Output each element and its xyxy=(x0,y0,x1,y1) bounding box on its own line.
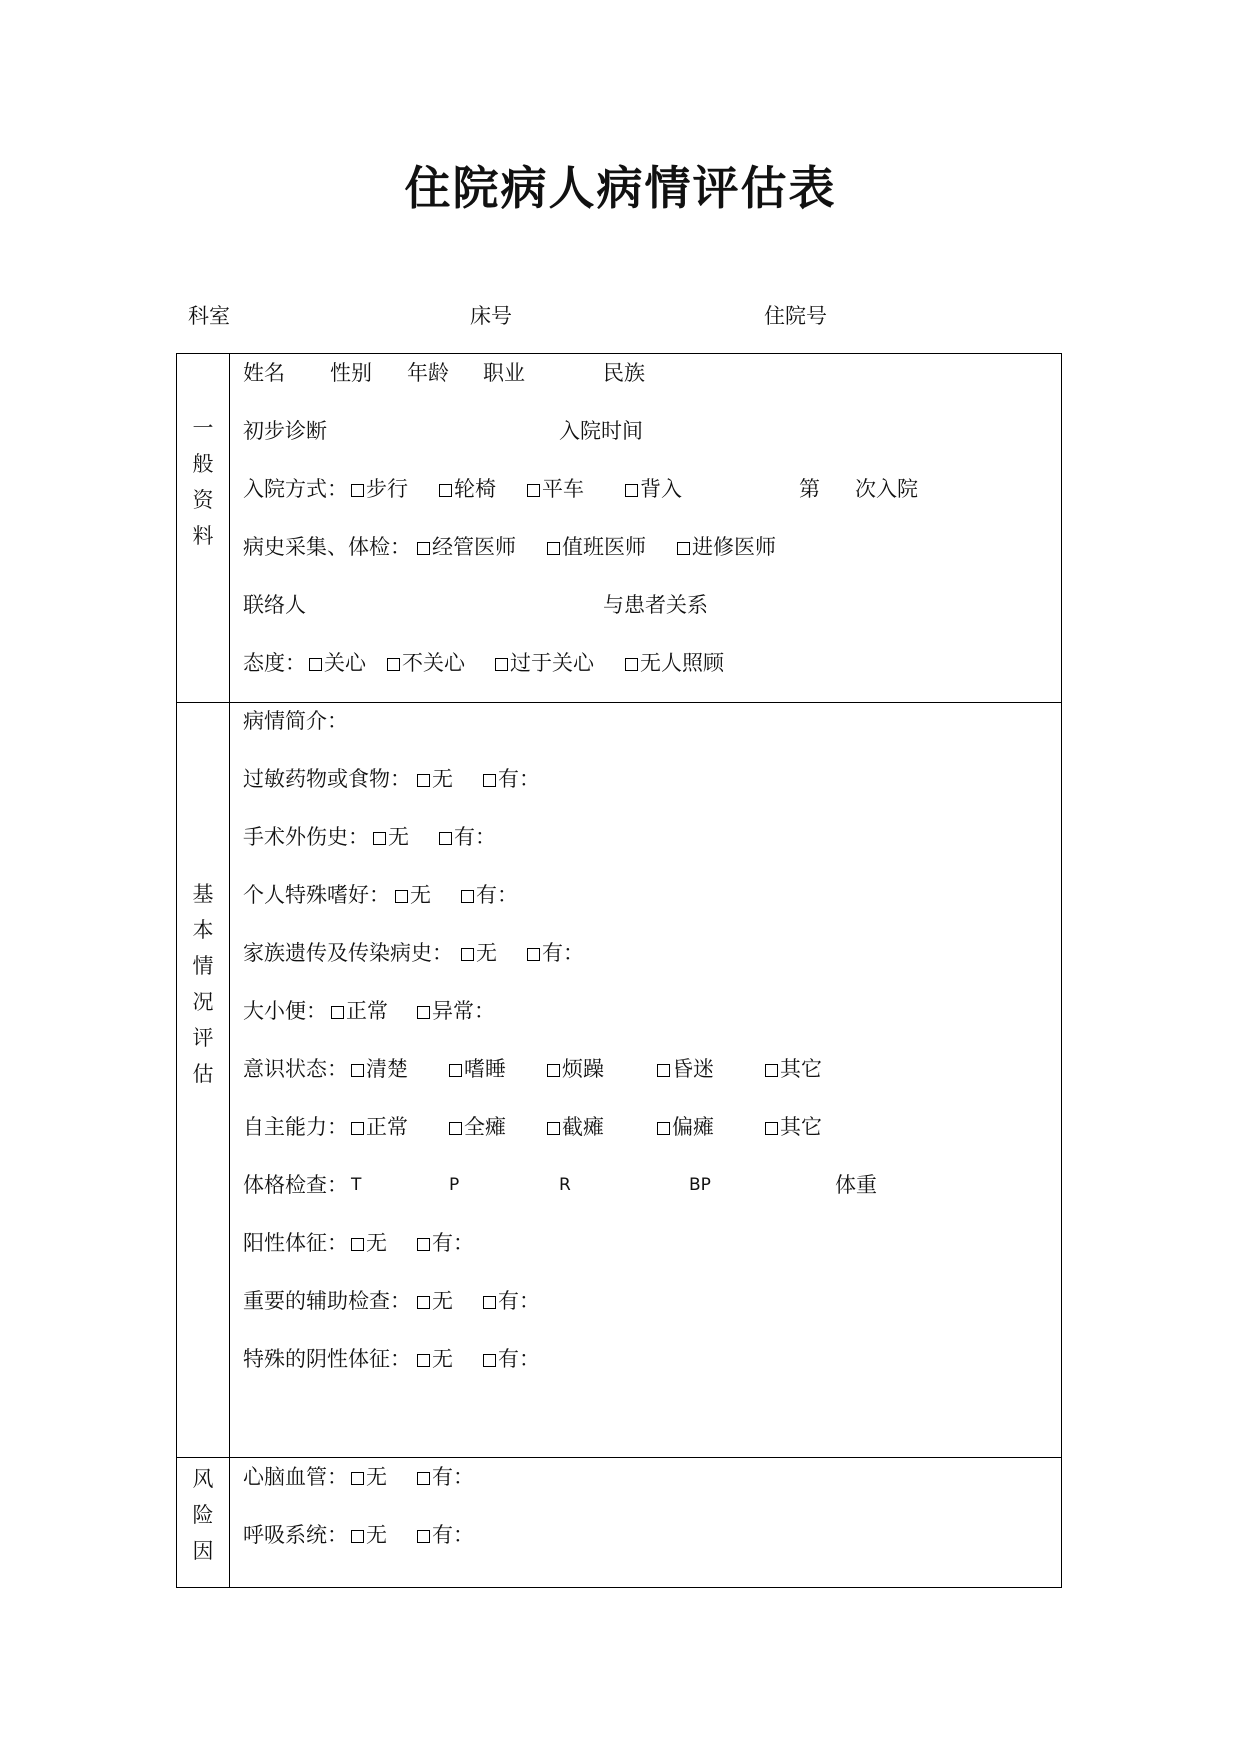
weight-label: 体重 xyxy=(835,1173,877,1197)
checkbox-icon[interactable] xyxy=(351,1238,364,1251)
conscious-label: 意识状态： xyxy=(243,1057,348,1081)
section-general-char: 资 xyxy=(192,488,214,512)
section-risk-char: 风 xyxy=(192,1467,214,1491)
dept-label: 科室 xyxy=(188,304,230,328)
section-basic-char: 基 xyxy=(192,882,214,906)
att-care-option[interactable]: 关心 xyxy=(309,648,366,678)
mode-walk-option[interactable]: 步行 xyxy=(351,474,408,504)
checkbox-icon[interactable] xyxy=(547,1064,560,1077)
mode-label: 入院方式： xyxy=(243,477,348,501)
positive-none-option[interactable]: 无 xyxy=(351,1228,387,1258)
checkbox-icon[interactable] xyxy=(657,1122,670,1135)
att-none-option[interactable]: 无人照顾 xyxy=(625,648,724,678)
checkbox-icon[interactable] xyxy=(387,658,400,671)
checkbox-icon[interactable] xyxy=(449,1122,462,1135)
attitude-label: 态度： xyxy=(243,651,306,675)
allergy-label: 过敏药物或食物： xyxy=(243,767,411,791)
section-risk-label xyxy=(177,1461,229,1569)
section-basic-char: 评 xyxy=(192,1026,214,1050)
job-label: 职业 xyxy=(483,361,525,385)
conscious-sleepy-option[interactable]: 嗜睡 xyxy=(449,1054,506,1084)
section-general-label xyxy=(177,410,229,554)
att-over-option[interactable]: 过于关心 xyxy=(495,648,594,678)
self-other-option[interactable]: 其它 xyxy=(765,1112,822,1142)
bp-label: BP xyxy=(689,1175,711,1195)
checkbox-icon[interactable] xyxy=(625,658,638,671)
checkbox-icon[interactable] xyxy=(417,774,430,787)
section-basic-char: 估 xyxy=(192,1062,214,1086)
self-care-label: 自主能力： xyxy=(243,1115,348,1139)
aux-none-option[interactable]: 无 xyxy=(417,1286,453,1316)
diagnosis-label: 初步诊断 xyxy=(243,419,327,443)
checkbox-icon[interactable] xyxy=(547,1122,560,1135)
checkbox-icon[interactable] xyxy=(495,658,508,671)
section-general-char: 一 xyxy=(192,416,214,440)
negative-none-option[interactable]: 无 xyxy=(417,1344,453,1374)
habit-label: 个人特殊嗜好： xyxy=(243,883,390,907)
checkbox-icon[interactable] xyxy=(417,1238,430,1251)
ethnic-label: 民族 xyxy=(603,361,645,385)
relation-label: 与患者关系 xyxy=(603,593,708,617)
checkbox-icon[interactable] xyxy=(417,1530,430,1543)
habit-none-option[interactable]: 无 xyxy=(395,880,431,910)
self-full-option[interactable]: 全瘫 xyxy=(449,1112,506,1142)
section-risk-char: 因 xyxy=(192,1539,214,1563)
checkbox-icon[interactable] xyxy=(373,832,386,845)
section-basic-label xyxy=(177,876,229,1092)
name-label: 姓名 xyxy=(243,361,285,385)
contact-label: 联络人 xyxy=(243,593,306,617)
times-prefix: 第 xyxy=(799,477,820,501)
aux-yes-option[interactable]: 有： xyxy=(483,1286,540,1316)
conscious-restless-option[interactable]: 烦躁 xyxy=(547,1054,604,1084)
family-yes-option[interactable]: 有： xyxy=(527,938,584,968)
section-risk-char: 险 xyxy=(192,1503,214,1527)
family-label: 家族遗传及传染病史： xyxy=(243,941,453,965)
section-basic-char: 情 xyxy=(192,954,214,978)
positive-label: 阳性体征： xyxy=(243,1231,348,1255)
checkbox-icon[interactable] xyxy=(527,948,540,961)
checkbox-icon[interactable] xyxy=(309,658,322,671)
assessment-table xyxy=(176,353,1062,1588)
conscious-clear-option[interactable]: 清楚 xyxy=(351,1054,408,1084)
conscious-coma-option[interactable]: 昏迷 xyxy=(657,1054,714,1084)
mode-flat-option[interactable]: 平车 xyxy=(527,474,584,504)
att-nocare-option[interactable]: 不关心 xyxy=(387,648,465,678)
admit-time-label: 入院时间 xyxy=(559,419,643,443)
checkbox-icon[interactable] xyxy=(677,542,690,555)
checkbox-icon[interactable] xyxy=(483,1354,496,1367)
resp-label: R xyxy=(559,1175,571,1195)
allergy-yes-option[interactable]: 有： xyxy=(483,764,540,794)
checkbox-icon[interactable] xyxy=(439,484,452,497)
summary-label: 病情简介： xyxy=(243,709,348,733)
checkbox-icon[interactable] xyxy=(765,1064,778,1077)
checkbox-icon[interactable] xyxy=(351,484,364,497)
checkbox-icon[interactable] xyxy=(417,1472,430,1485)
surgery-yes-option[interactable]: 有： xyxy=(439,822,496,852)
checkbox-icon[interactable] xyxy=(483,774,496,787)
checkbox-icon[interactable] xyxy=(351,1122,364,1135)
negative-yes-option[interactable]: 有： xyxy=(483,1344,540,1374)
admission-no-label: 住院号 xyxy=(764,304,827,328)
checkbox-icon[interactable] xyxy=(417,1354,430,1367)
checkbox-icon[interactable] xyxy=(351,1064,364,1077)
aux-label: 重要的辅助检查： xyxy=(243,1289,411,1313)
self-hemi-option[interactable]: 偏瘫 xyxy=(657,1112,714,1142)
checkbox-icon[interactable] xyxy=(765,1122,778,1135)
form-title: 住院病人病情评估表 xyxy=(404,161,837,215)
checkbox-icon[interactable] xyxy=(395,890,408,903)
surgery-none-option[interactable]: 无 xyxy=(373,822,409,852)
bed-label: 床号 xyxy=(470,304,512,328)
history-label: 病史采集、体检： xyxy=(243,535,411,559)
pulse-label: P xyxy=(449,1175,460,1195)
checkbox-icon[interactable] xyxy=(331,1006,344,1019)
cardio-yes-option[interactable]: 有： xyxy=(417,1462,474,1492)
checkbox-icon[interactable] xyxy=(461,948,474,961)
section-basic-char: 况 xyxy=(192,990,214,1014)
doc-trainee-option[interactable]: 进修医师 xyxy=(677,532,776,562)
respiratory-label: 呼吸系统： xyxy=(243,1523,348,1547)
checkbox-icon[interactable] xyxy=(417,542,430,555)
checkbox-icon[interactable] xyxy=(527,484,540,497)
positive-yes-option[interactable]: 有： xyxy=(417,1228,474,1258)
sex-label: 性别 xyxy=(330,361,372,385)
checkbox-icon[interactable] xyxy=(461,890,474,903)
section-general-char: 般 xyxy=(192,452,214,476)
cardio-label: 心脑血管： xyxy=(243,1465,348,1489)
checkbox-icon[interactable] xyxy=(439,832,452,845)
mode-carry-option[interactable]: 背入 xyxy=(625,474,682,504)
checkbox-icon[interactable] xyxy=(417,1296,430,1309)
excretion-label: 大小便： xyxy=(243,999,327,1023)
doc-duty-option[interactable]: 值班医师 xyxy=(547,532,646,562)
excretion-abnormal-option[interactable]: 异常： xyxy=(417,996,495,1026)
cardio-none-option[interactable]: 无 xyxy=(351,1462,387,1492)
checkbox-icon[interactable] xyxy=(547,542,560,555)
allergy-none-option[interactable]: 无 xyxy=(417,764,453,794)
negative-label: 特殊的阴性体征： xyxy=(243,1347,411,1371)
mode-wheelchair-option[interactable]: 轮椅 xyxy=(439,474,496,504)
checkbox-icon[interactable] xyxy=(483,1296,496,1309)
checkbox-icon[interactable] xyxy=(625,484,638,497)
temp-label: T xyxy=(351,1175,362,1195)
checkbox-icon[interactable] xyxy=(351,1530,364,1543)
checkbox-icon[interactable] xyxy=(657,1064,670,1077)
checkbox-icon[interactable] xyxy=(449,1064,462,1077)
habit-yes-option[interactable]: 有： xyxy=(461,880,518,910)
self-normal-option[interactable]: 正常 xyxy=(351,1112,408,1142)
resp-none-option[interactable]: 无 xyxy=(351,1520,387,1550)
age-label: 年龄 xyxy=(407,361,449,385)
excretion-normal-option[interactable]: 正常 xyxy=(331,996,388,1026)
resp-yes-option[interactable]: 有： xyxy=(417,1520,474,1550)
self-para-option[interactable]: 截瘫 xyxy=(547,1112,604,1142)
conscious-other-option[interactable]: 其它 xyxy=(765,1054,822,1084)
checkbox-icon[interactable] xyxy=(417,1006,430,1019)
surgery-label: 手术外伤史： xyxy=(243,825,369,849)
doc-attending-option[interactable]: 经管医师 xyxy=(417,532,516,562)
section-basic-char: 本 xyxy=(192,918,214,942)
checkbox-icon[interactable] xyxy=(351,1472,364,1485)
exam-label: 体格检查： xyxy=(243,1173,348,1197)
section-general-char: 料 xyxy=(192,524,214,548)
times-suffix: 次入院 xyxy=(855,477,918,501)
family-none-option[interactable]: 无 xyxy=(461,938,497,968)
